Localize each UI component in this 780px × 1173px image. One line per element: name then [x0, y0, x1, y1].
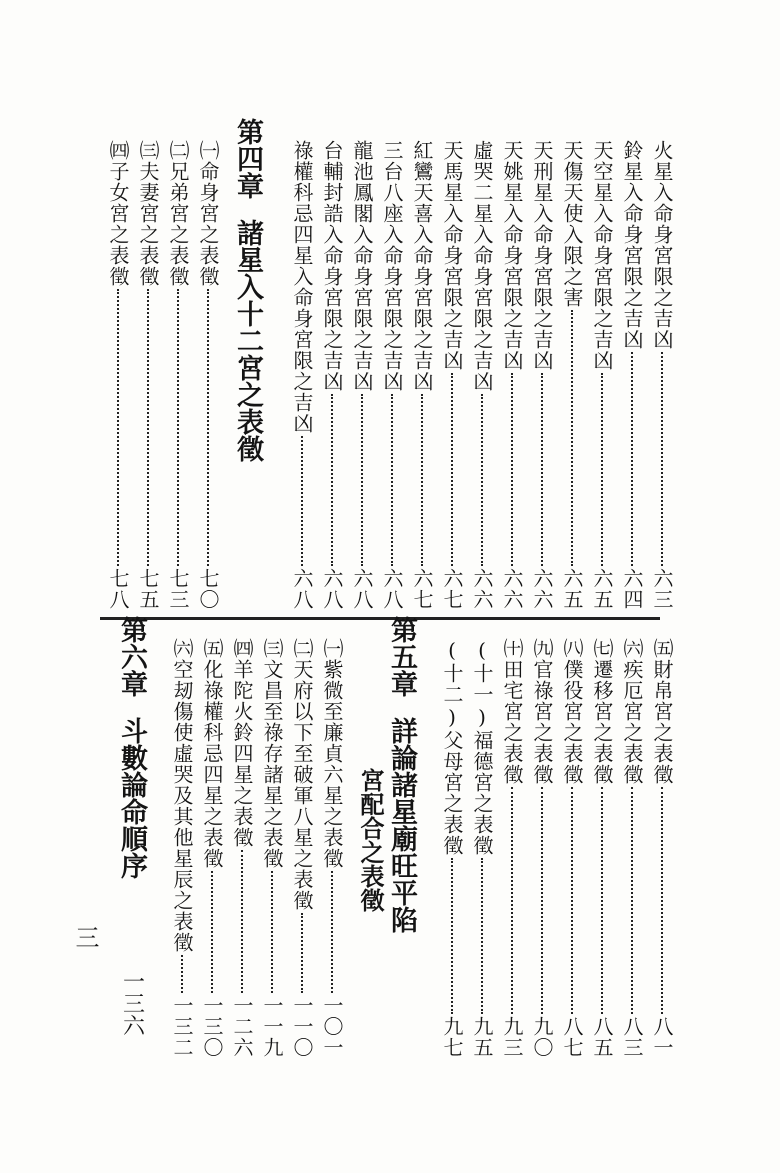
section-divider — [100, 617, 660, 620]
toc-entry: (十一)福德宮之表徵 九五 — [470, 638, 494, 1058]
toc-entry: ㈤化祿權科忌四星之表徵 一三〇 — [200, 638, 224, 1058]
toc-entry: ㈣子女宮之表徵 七八 — [106, 140, 130, 610]
toc-entry: ㈠命身宮之表徵 七〇 — [196, 140, 220, 610]
toc-entry: 紅鸞天喜入命身宮限之吉凶 六七 — [410, 140, 434, 610]
toc-entry: ㈡天府以下至破軍八星之表徵 一一〇 — [290, 638, 314, 1058]
toc-entry: ㈧僕役宮之表徵 八七 — [560, 638, 584, 1058]
toc-entry: ㈦遷移宮之表徵 八五 — [590, 638, 614, 1058]
toc-entry: 台輔封誥入命身宮限之吉凶 六八 — [320, 140, 344, 610]
toc-entry: ㈠紫微至廉貞六星之表徵 一〇一 — [320, 638, 344, 1058]
toc-entry: ㈥空刼傷使虛哭及其他星辰之表徵 一三二 — [170, 638, 194, 1058]
toc-entry: ㈡兄弟宮之表徵 七三 — [166, 140, 190, 610]
toc-entry: 天姚星入命身宮限之吉凶 六六 — [500, 140, 524, 610]
toc-entry: ㈥疾厄宮之表徵 八三 — [620, 638, 644, 1058]
toc-bottom-half — [70, 616, 690, 1058]
toc-entry: 龍池鳳閣入命身宮限之吉凶 六八 — [350, 140, 374, 610]
chapter-6-heading: 第六章 斗數論命順序 一三六 — [116, 616, 147, 1036]
toc-entry: 三台八座入命身宮限之吉凶 六八 — [380, 140, 404, 610]
toc-entry: ㈨官祿宮之表徵 九〇 — [530, 638, 554, 1058]
chapter-5-heading: 第五章詳論諸星廟旺平陷 — [386, 616, 417, 933]
toc-entry: 天刑星入命身宮限之吉凶 六六 — [530, 140, 554, 610]
toc-entry: 天傷天使入限之害 六五 — [560, 140, 584, 610]
chapter-5-heading-line2: 宮配合之表徵 — [356, 768, 384, 912]
toc-entry: (十二)父母宮之表徵 九七 — [440, 638, 464, 1058]
toc-top-half — [70, 118, 690, 610]
toc-entry: 火星入命身宮限之吉凶 六三 — [650, 140, 674, 610]
toc-entry: 天馬星入命身宮限之吉凶 六七 — [440, 140, 464, 610]
toc-entry: ㈣羊陀火鈴四星之表徵 一二六 — [230, 638, 254, 1058]
toc-entry: 鈴星入命身宮限之吉凶 六四 — [620, 140, 644, 610]
toc-entry: 虛哭二星入命身宮限之吉凶 六六 — [470, 140, 494, 610]
page-number: 三 — [71, 925, 99, 949]
chapter-6-page: 一三六 — [119, 970, 145, 1036]
toc-entry: ㈢夫妻宮之表徵 七五 — [136, 140, 160, 610]
toc-entry: ㈩田宅宮之表徵 九三 — [500, 638, 524, 1058]
chapter-4-heading: 第四章諸星入十二宮之表徵 — [232, 118, 263, 462]
toc-entry: 祿權科忌四星入命身宮限之吉凶 六八 — [290, 140, 314, 610]
toc-entry: ㈤財帛宮之表徵 八一 — [650, 638, 674, 1058]
toc-entry: 天空星入命身宮限之吉凶 六五 — [590, 140, 614, 610]
toc-entry: ㈢文昌至祿存諸星之表徵 一一九 — [260, 638, 284, 1058]
